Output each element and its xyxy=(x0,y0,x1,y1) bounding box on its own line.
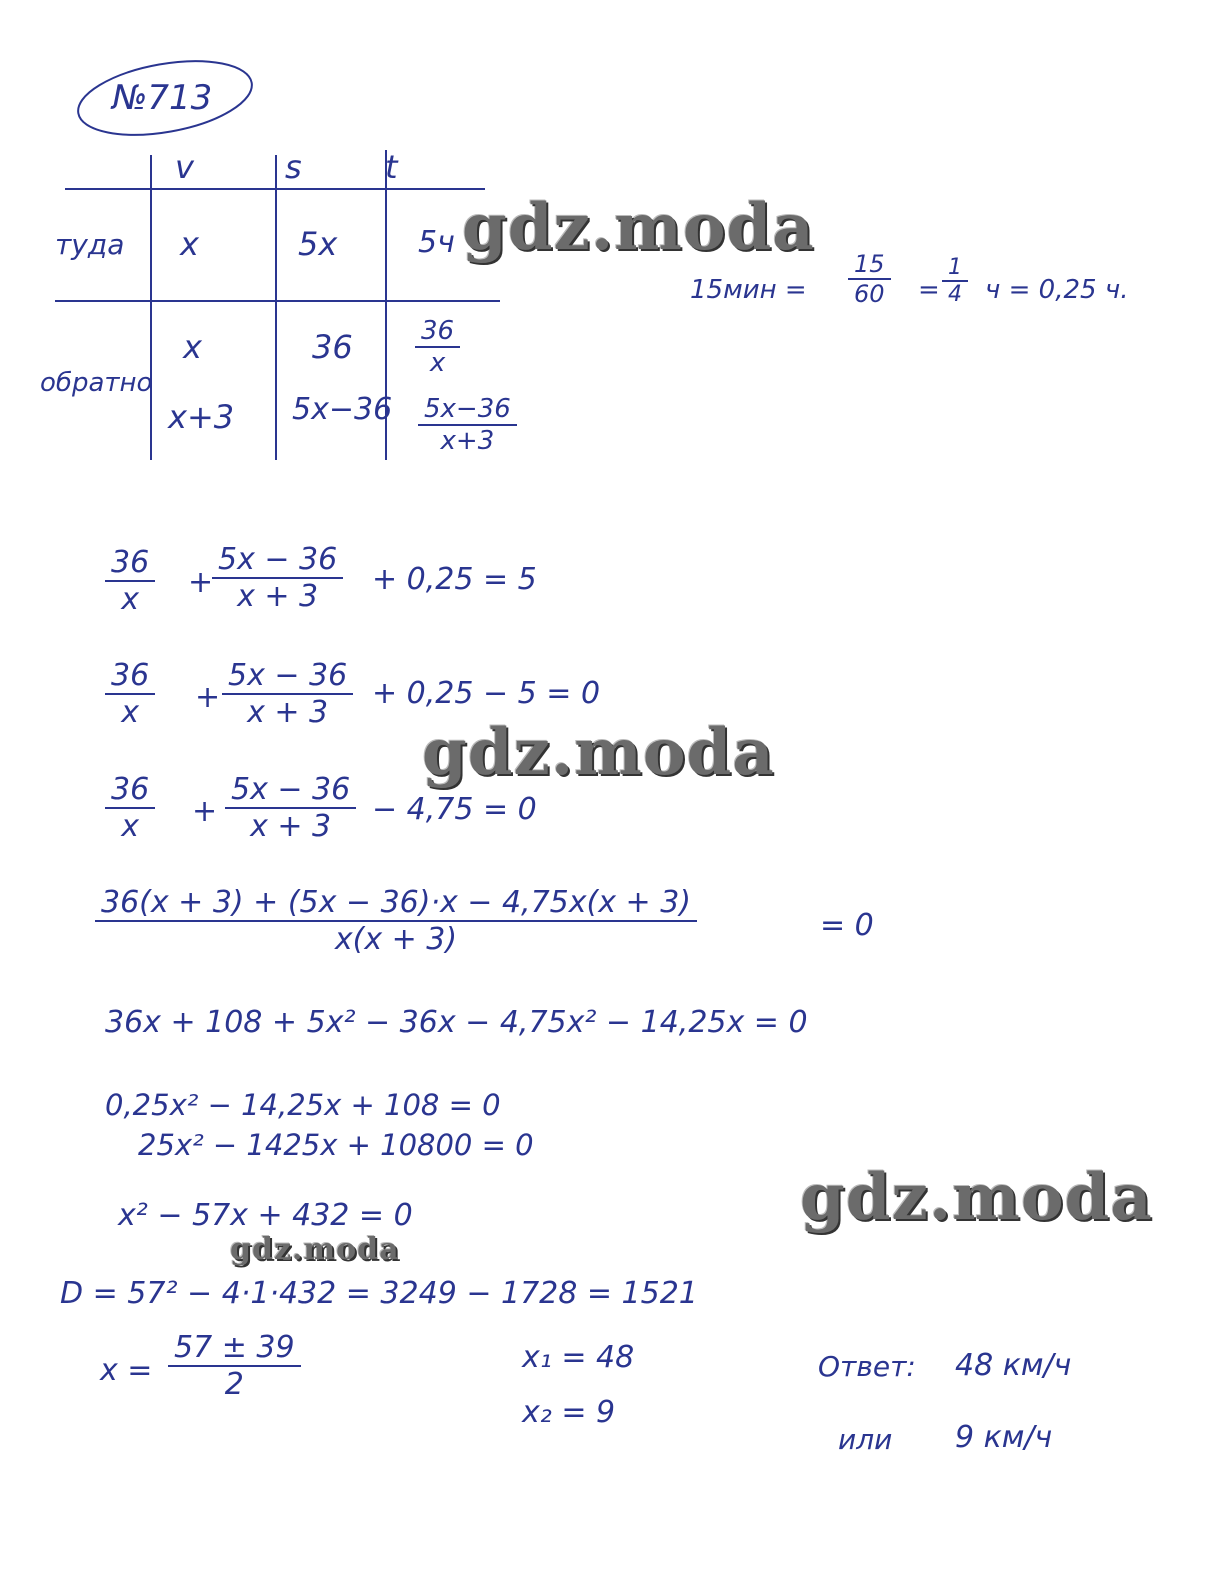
watermark-3: gdz.moda xyxy=(800,1160,1153,1235)
eq3-f2-num: 5x − 36 xyxy=(225,772,356,809)
row2-t1-num: 36 xyxy=(415,316,460,348)
row2-t1-den: x xyxy=(429,348,446,378)
row2-t2-den: x+3 xyxy=(440,426,495,456)
root-x-lhs: x = xyxy=(100,1353,153,1388)
eq2-frac-2 xyxy=(222,658,353,730)
eq2-f2-den: x + 3 xyxy=(247,695,329,730)
conversion-frac-2 xyxy=(942,255,968,307)
row2-v1: x xyxy=(183,328,202,366)
eq2-plus: + xyxy=(195,680,221,715)
answer-label: Ответ: xyxy=(818,1350,916,1383)
answer-or-label: или xyxy=(838,1423,893,1456)
eq2-f2-num: 5x − 36 xyxy=(222,658,353,695)
eq1-plus: + xyxy=(188,565,214,600)
watermark-4: gdz.moda xyxy=(230,1232,400,1267)
row2-t2-fraction xyxy=(418,394,517,456)
eq2-f1-num: 36 xyxy=(105,658,155,695)
eq2-rest: + 0,25 − 5 = 0 xyxy=(372,676,601,711)
eq3-f1-num: 36 xyxy=(105,772,155,809)
row1-s: 5x xyxy=(298,225,338,263)
row2-t1-fraction xyxy=(415,316,460,378)
eq3-f1-den: x xyxy=(121,809,139,844)
conversion-f2-den: 4 xyxy=(948,282,962,307)
eq1-rest: + 0,25 = 5 xyxy=(372,562,537,597)
eq1-f2-num: 5x − 36 xyxy=(212,542,343,579)
conversion-frac-1 xyxy=(848,250,891,308)
eq8: x² − 57x + 432 = 0 xyxy=(118,1198,413,1233)
eq4-rest: = 0 xyxy=(820,908,874,943)
conversion-eq: = xyxy=(918,275,940,305)
eq5: 36x + 108 + 5x² − 36x − 4,75x² − 14,25x = 0 xyxy=(105,1005,808,1040)
row2-s2: 5x−36 xyxy=(292,392,393,427)
table-header-v: v xyxy=(175,148,194,186)
table-header-s: s xyxy=(285,148,302,186)
eq4-num: 36(x + 3) + (5x − 36)·x − 4,75x(x + 3) xyxy=(95,885,697,922)
table-vline-1 xyxy=(150,155,152,460)
root-x-den: 2 xyxy=(224,1367,244,1402)
watermark-2: gdz.moda xyxy=(422,715,775,790)
eq4-den: x(x + 3) xyxy=(334,922,458,957)
eq2-frac-1 xyxy=(105,658,155,730)
root-x2: x₂ = 9 xyxy=(522,1395,616,1430)
problem-number: №713 xyxy=(112,78,213,118)
table-header-t: t xyxy=(385,148,398,186)
row2-s1: 36 xyxy=(312,328,353,366)
row1-v: x xyxy=(180,225,199,263)
answer-value-1: 48 км/ч xyxy=(955,1348,1072,1383)
eq1-f1-num: 36 xyxy=(105,545,155,582)
eq3-frac-1 xyxy=(105,772,155,844)
watermark-1: gdz.moda xyxy=(462,190,815,265)
table-hline-2 xyxy=(55,300,500,302)
conversion-f1-den: 60 xyxy=(854,280,885,308)
conversion-lhs: 15мин = xyxy=(690,275,807,305)
eq1-f2-den: x + 3 xyxy=(237,579,319,614)
eq1-frac-2 xyxy=(212,542,343,614)
root-x1: x₁ = 48 xyxy=(522,1340,635,1375)
table-vline-2 xyxy=(275,155,277,460)
root-x-fraction xyxy=(168,1330,301,1402)
eq3-f2-den: x + 3 xyxy=(250,809,332,844)
row2-t2-num: 5x−36 xyxy=(418,394,517,426)
eq2-f1-den: x xyxy=(121,695,139,730)
row1-label: туда xyxy=(55,228,125,261)
row2-label: обратно xyxy=(40,368,153,398)
conversion-rest: ч = 0,25 ч. xyxy=(985,275,1129,305)
root-x-num: 57 ± 39 xyxy=(168,1330,301,1367)
conversion-f2-num: 1 xyxy=(942,255,968,282)
eq3-rest: − 4,75 = 0 xyxy=(372,792,537,827)
eq3-frac-2 xyxy=(225,772,356,844)
eq1-frac-1 xyxy=(105,545,155,617)
row2-v2: x+3 xyxy=(168,398,235,436)
eq1-f1-den: x xyxy=(121,582,139,617)
answer-value-2: 9 км/ч xyxy=(955,1420,1053,1455)
eq6: 0,25x² − 14,25x + 108 = 0 xyxy=(105,1088,501,1122)
eq3-plus: + xyxy=(192,794,218,829)
eq7: 25x² − 1425x + 10800 = 0 xyxy=(138,1128,534,1162)
discriminant: D = 57² − 4·1·432 = 3249 − 1728 = 1521 xyxy=(60,1276,698,1311)
eq4-fraction xyxy=(95,885,697,957)
row1-t: 5ч xyxy=(418,225,455,260)
conversion-f1-num: 15 xyxy=(848,250,891,280)
